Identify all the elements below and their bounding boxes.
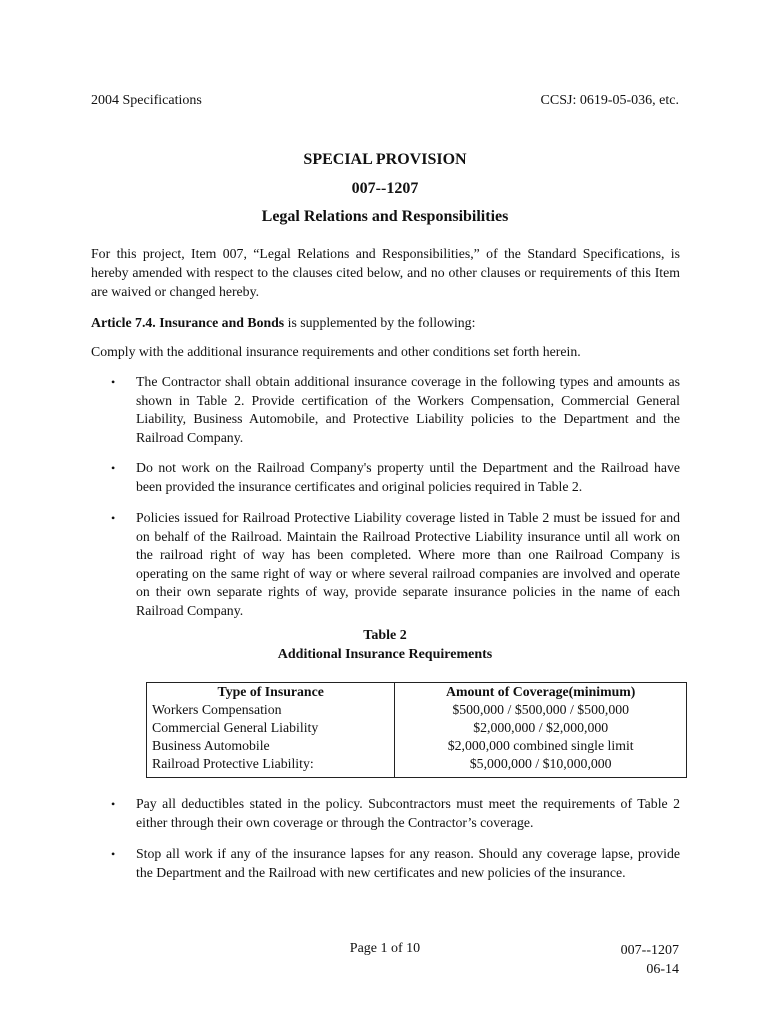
column-header-type: Type of Insurance bbox=[147, 683, 395, 702]
article-reference: Article 7.4. Insurance and Bonds bbox=[91, 315, 285, 330]
table-cell-type: Railroad Protective Liability: bbox=[147, 755, 395, 778]
bullet-glyph: • bbox=[111, 461, 116, 475]
list-item-text: Do not work on the Railroad Company's property until the Department and the Railroad have been provided the insurance certificates and original policies required in Table 2. bbox=[136, 460, 680, 494]
footer-revision-date: 06-14 bbox=[646, 962, 679, 977]
table-cell-type: Workers Compensation bbox=[147, 701, 395, 719]
table-row bbox=[147, 755, 687, 778]
table-caption-title: Additional Insurance Requirements bbox=[277, 647, 493, 662]
comply-paragraph: Comply with the additional insurance requirements and other conditions set forth herein. bbox=[91, 344, 581, 359]
table-row bbox=[147, 719, 687, 737]
header-spec-year: 2004 Specifications bbox=[91, 93, 202, 108]
article-text: is supplemented by the following: bbox=[284, 315, 476, 330]
table-row bbox=[147, 701, 687, 719]
article-paragraph bbox=[91, 313, 680, 332]
list-item bbox=[91, 509, 680, 620]
list-item-text: Pay all deductibles stated in the policy. Subcontractors must meet the requirements of Table 2 either through their own coverage or through the Contractor’s coverage. bbox=[136, 796, 680, 830]
table-cell-type: Business Automobile bbox=[147, 737, 395, 755]
bullet-glyph: • bbox=[111, 847, 116, 861]
table-cell-amount: $2,000,000 combined single limit bbox=[395, 737, 687, 755]
table-row bbox=[147, 737, 687, 755]
table-cell-amount: $500,000 / $500,000 / $500,000 bbox=[395, 701, 687, 719]
table-cell-type: Commercial General Liability bbox=[147, 719, 395, 737]
insurance-requirements-table bbox=[146, 682, 687, 778]
table-header-row bbox=[147, 683, 687, 702]
column-header-amount: Amount of Coverage(minimum) bbox=[395, 683, 687, 702]
footer-provision-code: 007--1207 bbox=[620, 943, 679, 958]
footer-page-number: Page 1 of 10 bbox=[349, 941, 421, 956]
list-item-text: Stop all work if any of the insurance lapses for any reason. Should any coverage lapse, provide the Department and the Railroad with new certificates and new policies of the insurance. bbox=[136, 846, 680, 880]
table-cell-amount: $5,000,000 / $10,000,000 bbox=[395, 755, 687, 778]
table-cell-amount: $2,000,000 / $2,000,000 bbox=[395, 719, 687, 737]
footer-provision-info bbox=[621, 941, 679, 979]
list-item bbox=[91, 373, 680, 447]
title-special-provision: SPECIAL PROVISION bbox=[303, 151, 467, 168]
table-caption-number: Table 2 bbox=[363, 628, 407, 643]
bullet-glyph: • bbox=[111, 375, 116, 389]
list-item bbox=[91, 459, 680, 496]
list-item bbox=[91, 795, 680, 832]
list-item bbox=[91, 845, 680, 882]
intro-paragraph: For this project, Item 007, “Legal Relations and Responsibilities,” of the Standard Specifications, is hereby amended with respect to the clauses cited below, and no other clauses or requirements of this Item are waived or changed hereby. bbox=[91, 246, 680, 299]
title-provision-number: 007--1207 bbox=[351, 180, 419, 197]
title-subject: Legal Relations and Responsibilities bbox=[261, 208, 509, 225]
bullet-glyph: • bbox=[111, 797, 116, 811]
list-item-text: The Contractor shall obtain additional insurance coverage in the following types and amounts as shown in Table 2. Provide certification of the Workers Compensation, Commercial General Liability, Business Automobile, and Protective Liability policies to the Department and the Railroad Company. bbox=[136, 374, 680, 445]
header-ccsj: CCSJ: 0619-05-036, etc. bbox=[540, 93, 679, 108]
list-item-text: Policies issued for Railroad Protective Liability coverage listed in Table 2 must be issued for and on behalf of the Railroad. Maintain the Railroad Protective Liability insurance until all work on the railroad right of way has been completed. Where more than one Railroad Company is operating on the same right of way or where several railroad companies are involved and operate on their own separate rights of way, provide separate insurance policies in the name of each Railroad Company. bbox=[136, 510, 680, 618]
bullet-glyph: • bbox=[111, 511, 116, 525]
